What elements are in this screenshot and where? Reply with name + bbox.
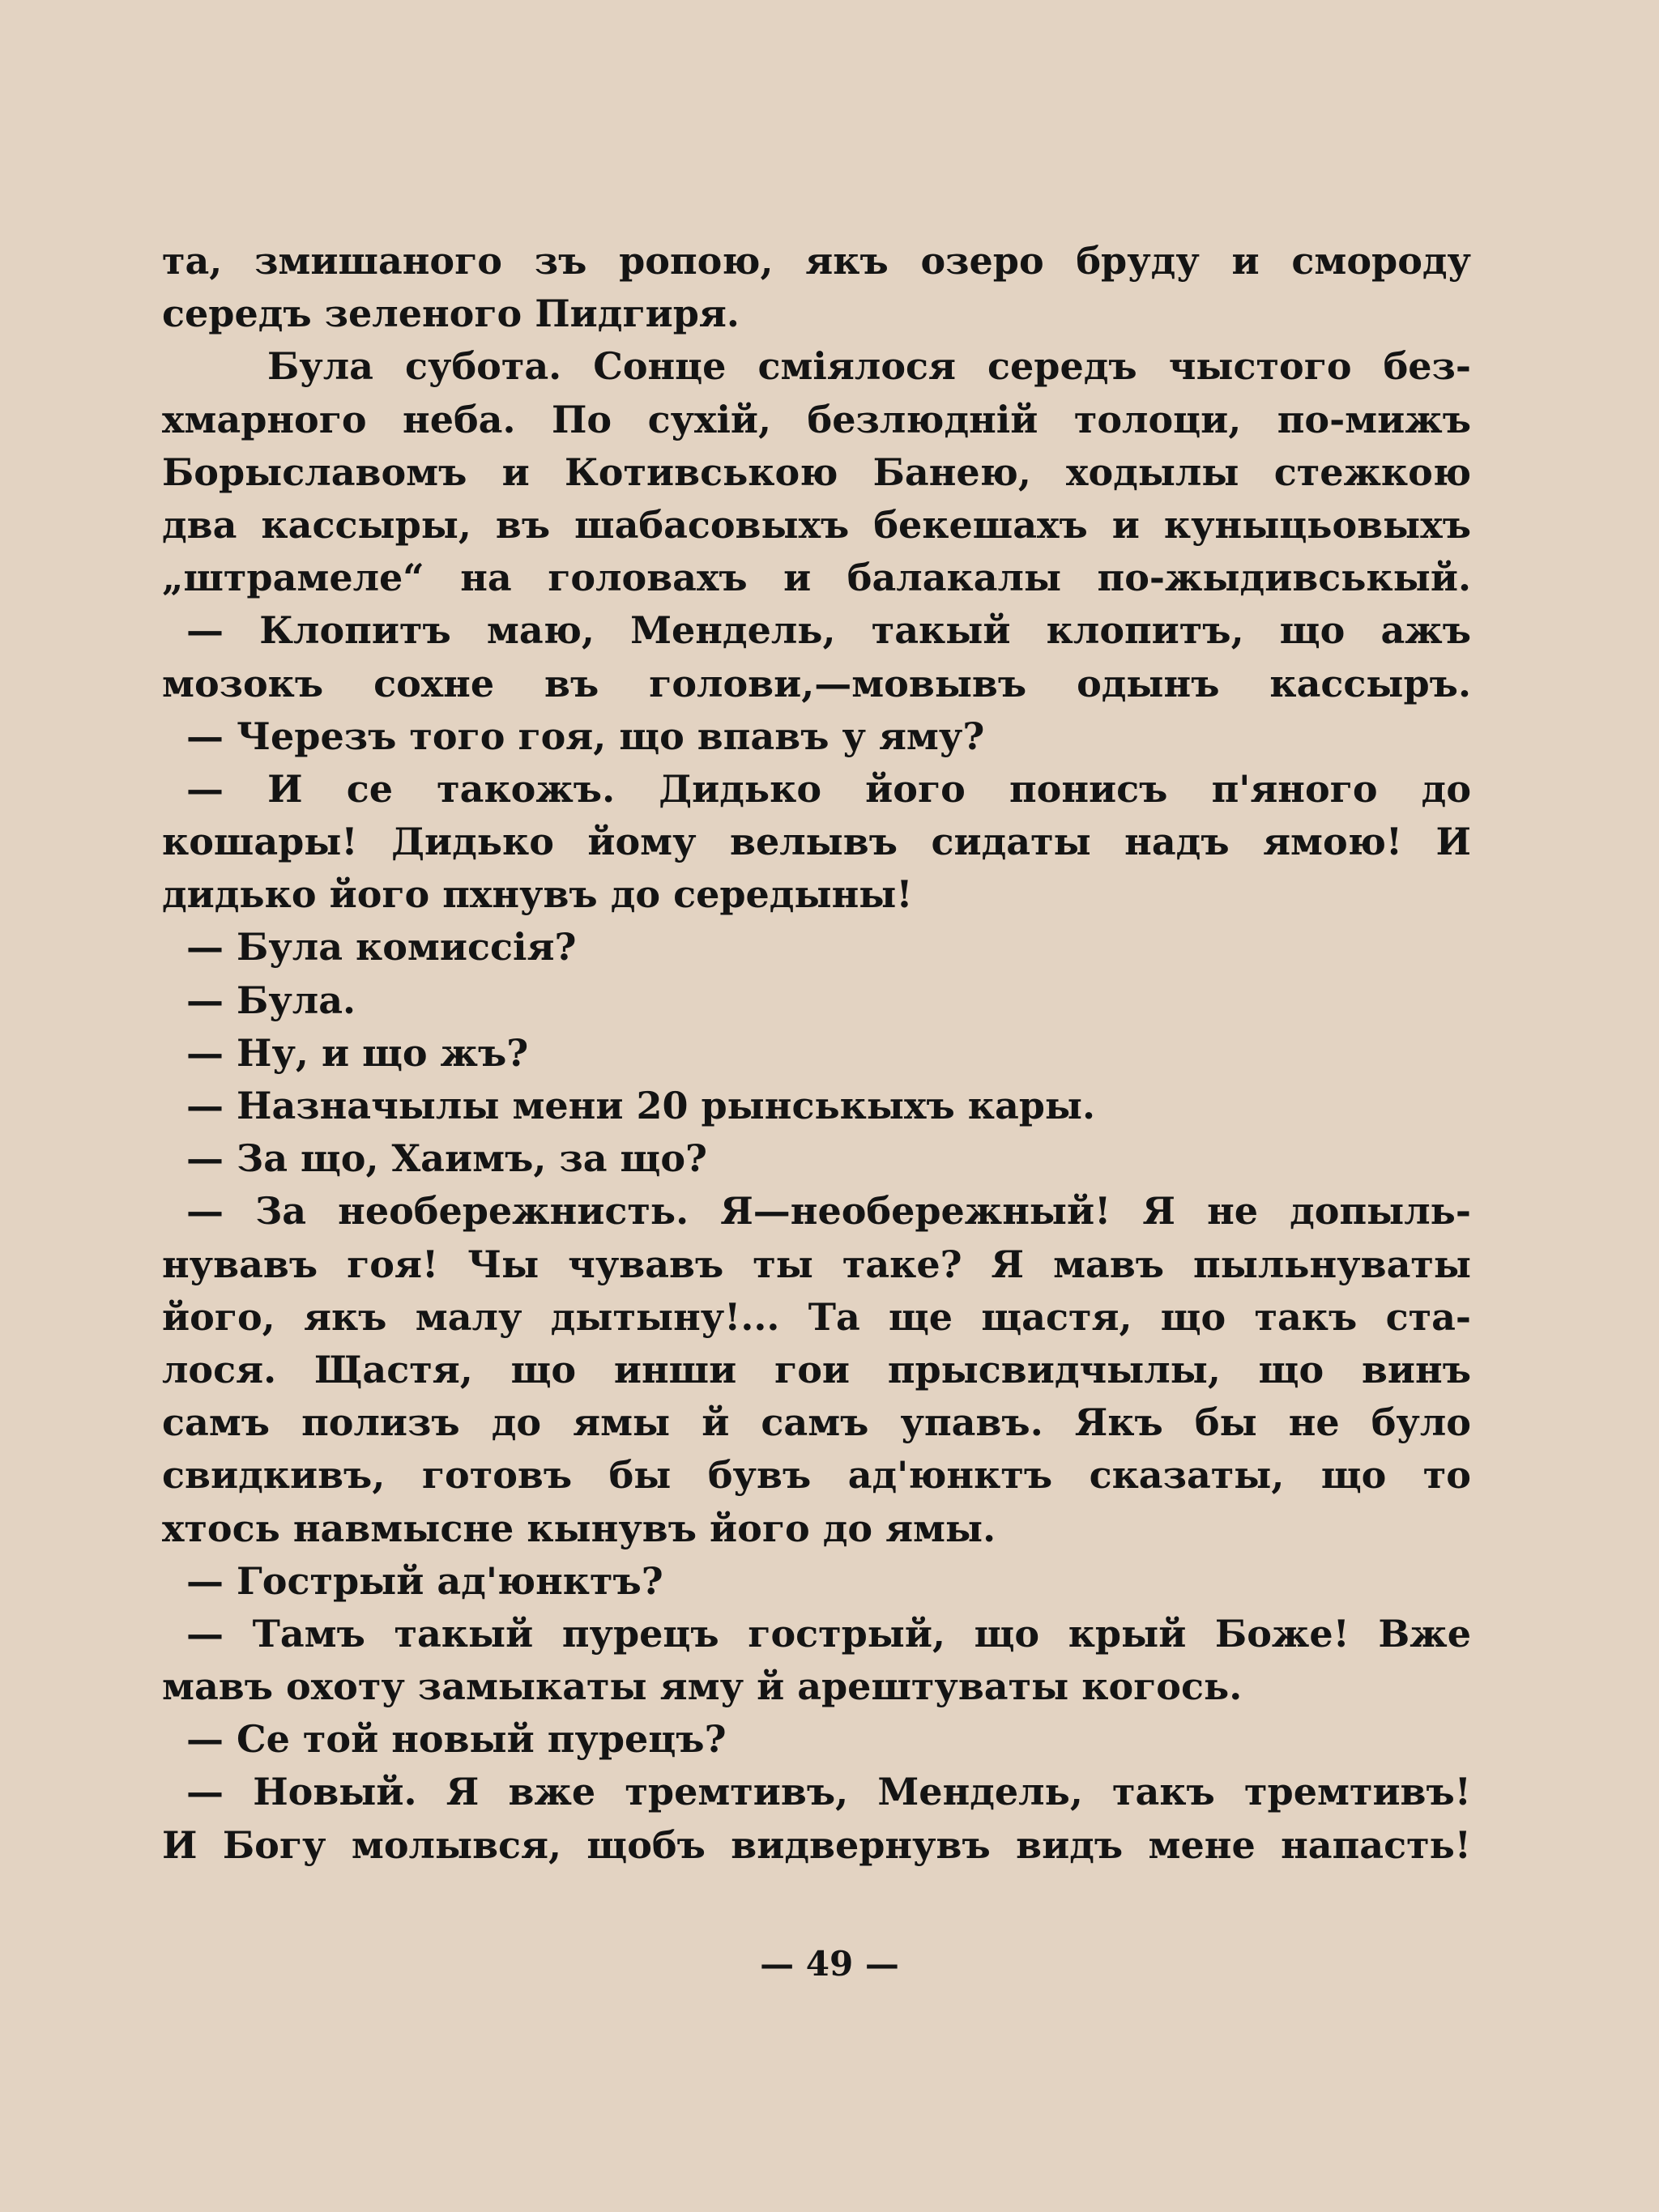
page-body [162,235,1471,1936]
text-line: — За необережнисть. Я—необережный! Я не допыль- [186,1189,1471,1234]
text-line: мавъ охоту замыкаты яму й арештуваты когось. [162,1664,1243,1709]
text-line: середъ зеленого Пидгиря. [162,292,740,336]
text-line: свидкивъ, готовъ бы бувъ ад'юнктъ сказаты, що то [162,1453,1471,1498]
text-line: хтось навмысне кынувъ його до ямы. [162,1506,996,1550]
text-line: його, якъ малу дытыну!... Та ще щастя, що такъ ста- [162,1294,1471,1339]
text-line: „штрамеле“ на головахъ и балакалы по-жыдивськый. [162,556,1471,600]
text-line: — Була комиссія? [186,925,577,970]
text-line: та, змишаного зъ ропою, якъ озеро бруду и смороду [162,239,1471,283]
text-line: кошары! Дидько йому велывъ сидаты надъ ямою! И [162,820,1471,864]
text-line: лося. Щастя, що инши гои прысвидчылы, що винъ [162,1347,1471,1392]
text-line: Була субота. Сонце сміялося середъ чыстого без- [267,344,1471,389]
text-line: — Се той новый пурецъ? [186,1717,727,1762]
text-line: хмарного неба. По сухій, безлюдній толоци, по-мижъ [162,397,1471,441]
text-line: — Ну, и що жъ? [186,1030,529,1075]
text-line: нувавъ гоя! Чы чувавъ ты таке? Я мавъ пыльнуваты [162,1242,1471,1286]
text-line: самъ полизъ до ямы й самъ упавъ. Якъ бы не було [162,1400,1471,1445]
text-line: — И се такожъ. Дидько його понисъ п'яного до [186,766,1471,811]
page-number: — 49 — [760,1944,899,1984]
text-line: Борыславомъ и Котивською Банею, ходылы стежкою [162,450,1471,494]
text-line: мозокъ сохне въ голови,—мовывъ одынъ кассыръ. [162,661,1471,705]
text-line: — За що, Хаимъ, за що? [186,1136,707,1181]
text-line: — Назначылы мени 20 рынськыхъ кары. [186,1084,1096,1127]
text-line: — Черезъ того гоя, що впавъ у яму? [186,714,985,758]
text-line: дидько його пхнувъ до середыны! [162,872,913,917]
text-line: И Богу молывся, щобъ видвернувъ видъ мене напасть! [162,1822,1471,1867]
text-line: — Клопитъ маю, Мендель, такый клопитъ, що ажъ [186,608,1471,653]
text-line: — Тамъ такый пурецъ гострый, що крый Боже! Вже [186,1611,1471,1656]
text-line: — Була. [186,978,356,1022]
text-line: два кассыры, въ шабасовыхъ бекешахъ и куныцьовыхъ [162,502,1471,547]
text-line: — Гострый ад'юнктъ? [186,1558,663,1603]
text-line: — Новый. Я вже тремтивъ, Мендель, такъ тремтивъ! [186,1770,1471,1814]
